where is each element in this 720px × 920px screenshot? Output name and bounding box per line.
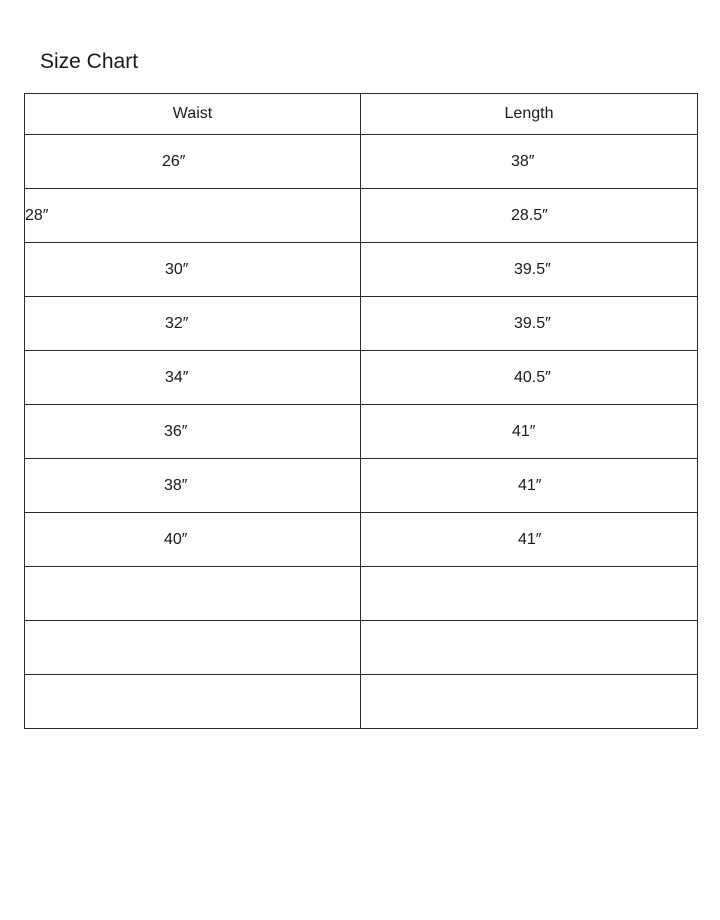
waist-cell: [25, 675, 361, 729]
page-title: Size Chart: [40, 50, 139, 73]
length-cell: [361, 567, 698, 621]
table-row: [25, 243, 698, 297]
table-row: [25, 513, 698, 567]
waist-cell: 40″: [25, 513, 361, 567]
column-header-length: Length: [361, 94, 698, 135]
table-row: [25, 351, 698, 405]
waist-cell: 32″: [25, 297, 361, 351]
length-cell: [361, 621, 698, 675]
length-cell: 38″: [361, 135, 698, 189]
length-cell: 28.5″: [361, 189, 698, 243]
length-cell: 41″: [361, 405, 698, 459]
table-row: [25, 297, 698, 351]
waist-cell: 38″: [25, 459, 361, 513]
empty-table-row: [25, 567, 698, 621]
table-row: [25, 459, 698, 513]
waist-cell: 36″: [25, 405, 361, 459]
length-cell: 39.5″: [361, 297, 698, 351]
waist-cell: [25, 621, 361, 675]
waist-cell: 28″: [25, 189, 361, 243]
waist-cell: 30″: [25, 243, 361, 297]
length-cell: 39.5″: [361, 243, 698, 297]
length-cell: [361, 675, 698, 729]
table-row: [25, 405, 698, 459]
length-cell: 41″: [361, 459, 698, 513]
empty-table-row: [25, 675, 698, 729]
length-cell: 40.5″: [361, 351, 698, 405]
waist-cell: 26″: [25, 135, 361, 189]
column-header-waist: Waist: [25, 94, 361, 135]
table-header-row: [25, 94, 698, 135]
waist-cell: [25, 567, 361, 621]
size-chart-table: [24, 93, 698, 729]
table-row: [25, 135, 698, 189]
empty-table-row: [25, 621, 698, 675]
waist-cell: 34″: [25, 351, 361, 405]
length-cell: 41″: [361, 513, 698, 567]
table-row: [25, 189, 698, 243]
